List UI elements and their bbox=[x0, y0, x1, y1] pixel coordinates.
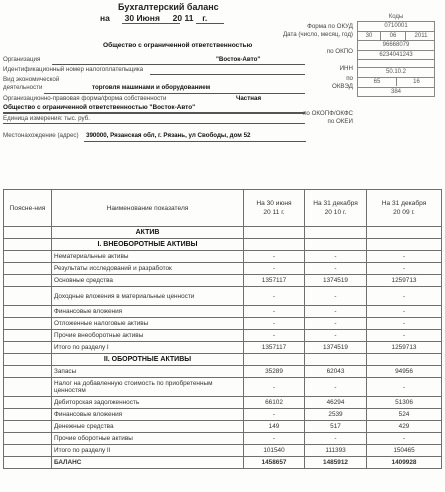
cell-period3: 1259713 bbox=[367, 342, 442, 354]
date-day: 30 Июня bbox=[124, 13, 160, 23]
row-note-cell bbox=[4, 421, 52, 433]
table-row bbox=[4, 421, 442, 433]
cell-period2: 517 bbox=[305, 421, 367, 433]
section-title: I. ВНЕОБОРОТНЫЕ АКТИВЫ bbox=[52, 239, 244, 251]
cell-period2: - bbox=[305, 287, 367, 306]
cell-period1 bbox=[244, 354, 305, 366]
cell-period1: 1357117 bbox=[244, 342, 305, 354]
col3-line1: На 31 декабря bbox=[381, 200, 427, 207]
cell-period3: 94956 bbox=[367, 366, 442, 378]
cell-period2: - bbox=[305, 318, 367, 330]
opf-value: Частная bbox=[236, 95, 262, 102]
table-section-row bbox=[4, 227, 442, 239]
date-year: 20 11 bbox=[172, 13, 194, 23]
cell-period3: - bbox=[367, 330, 442, 342]
cell-period3: - bbox=[367, 263, 442, 275]
col1-line2: 20 11 г. bbox=[263, 209, 285, 216]
cell-period3: - bbox=[367, 433, 442, 445]
cell-period1 bbox=[244, 227, 305, 239]
cell-period2: - bbox=[305, 330, 367, 342]
cell-period2: - bbox=[305, 251, 367, 263]
row-note-cell bbox=[4, 354, 52, 366]
cell-period3: - bbox=[367, 318, 442, 330]
col2-line2: 20 10 г. bbox=[324, 209, 347, 216]
cell-period1: - bbox=[244, 287, 305, 306]
row-label: Запасы bbox=[52, 366, 244, 378]
cell-period2: 111393 bbox=[305, 445, 367, 457]
row-label: Прочие внеоборотные активы bbox=[52, 330, 244, 342]
opf-full-name: Общество с ограниченной ответственностью "Восток-Авто" bbox=[3, 104, 196, 111]
cell-period3: - bbox=[367, 287, 442, 306]
inn-label-right: ИНН bbox=[339, 65, 353, 72]
cell-period2: 1374519 bbox=[305, 342, 367, 354]
cell-period3: 51306 bbox=[367, 397, 442, 409]
cell-period2: - bbox=[305, 263, 367, 275]
codes-header: Коды bbox=[388, 14, 404, 20]
cell-period3 bbox=[367, 239, 442, 251]
table-row bbox=[4, 275, 442, 287]
row-note-cell bbox=[4, 227, 52, 239]
document-title: Бухгалтерский баланс bbox=[118, 2, 219, 12]
row-label: Итого по разделу I bbox=[52, 342, 244, 354]
section-title: II. ОБОРОТНЫЕ АКТИВЫ bbox=[52, 354, 244, 366]
table-row bbox=[4, 342, 442, 354]
row-label: Итого по разделу II bbox=[52, 445, 244, 457]
col2-line1: На 31 декабря bbox=[313, 200, 358, 207]
row-label: Прочие оборотные активы bbox=[52, 433, 244, 445]
cell-period1: - bbox=[244, 409, 305, 421]
cell-period2: 62043 bbox=[305, 366, 367, 378]
cell-period1: 35289 bbox=[244, 366, 305, 378]
cell-period1: 149 bbox=[244, 421, 305, 433]
inn-code: 6234041243 bbox=[357, 50, 435, 61]
cell-period2: - bbox=[305, 378, 367, 397]
table-row bbox=[4, 366, 442, 378]
table-row bbox=[4, 397, 442, 409]
row-label: Отложенные налоговые активы bbox=[52, 318, 244, 330]
cell-period3: 429 bbox=[367, 421, 442, 433]
opf-label: Организационно-правовая форма/форма собственности bbox=[3, 95, 167, 102]
row-note-cell bbox=[4, 318, 52, 330]
cell-period2 bbox=[305, 227, 367, 239]
cell-period2: 46294 bbox=[305, 397, 367, 409]
cell-period1: 101540 bbox=[244, 445, 305, 457]
row-label: Дебиторская задолженность bbox=[52, 397, 244, 409]
cell-period3: 150465 bbox=[367, 445, 442, 457]
cell-period3 bbox=[367, 354, 442, 366]
cell-period1: - bbox=[244, 263, 305, 275]
okei-label: по ОКЕИ bbox=[327, 118, 353, 125]
col-header-period2 bbox=[305, 190, 367, 227]
cell-period2: 2539 bbox=[305, 409, 367, 421]
cell-period2: 1485912 bbox=[305, 457, 367, 469]
row-label: Доходные вложения в материальные ценности bbox=[52, 287, 244, 306]
okved-label: ОКВЭД bbox=[332, 83, 353, 90]
activity-label-1: Вид экономической bbox=[3, 76, 60, 83]
inn-label: Идентификационный номер налогоплательщика bbox=[3, 66, 144, 73]
row-note-cell bbox=[4, 378, 52, 397]
date-code-year: 2011 bbox=[414, 32, 428, 39]
cell-period2 bbox=[305, 354, 367, 366]
okopf-value: 65 bbox=[358, 78, 397, 87]
date-g: г. bbox=[202, 13, 208, 23]
table-row bbox=[4, 378, 442, 397]
row-note-cell bbox=[4, 445, 52, 457]
cell-period2 bbox=[305, 239, 367, 251]
row-note-cell bbox=[4, 306, 52, 318]
address-value: 390000, Рязанская обл, г. Рязань, ул Свободы, дом 52 bbox=[86, 132, 251, 139]
row-label: Налог на добавленную стоимость по приобретенным ценностям bbox=[52, 378, 244, 397]
row-note-cell bbox=[4, 366, 52, 378]
cell-period3: 1409928 bbox=[367, 457, 442, 469]
cell-period1: - bbox=[244, 251, 305, 263]
row-note-cell bbox=[4, 397, 52, 409]
activity-value: торговля машинами и оборудованием bbox=[92, 84, 211, 91]
col3-line2: 20 09 г. bbox=[393, 209, 415, 216]
table-section-row bbox=[4, 239, 442, 251]
date-code-day: 30 bbox=[358, 32, 381, 41]
cell-period3: - bbox=[367, 378, 442, 397]
cell-period3: 524 bbox=[367, 409, 442, 421]
okei-code: 384 bbox=[357, 87, 435, 98]
date-code-month: 06 bbox=[381, 32, 406, 41]
okpo-label: по ОКПО bbox=[326, 48, 353, 55]
cell-period1: 1357117 bbox=[244, 275, 305, 287]
row-label: Результаты исследований и разработок bbox=[52, 263, 244, 275]
table-header-row bbox=[4, 190, 442, 227]
row-note-cell bbox=[4, 330, 52, 342]
table-row bbox=[4, 457, 442, 469]
col-header-period1 bbox=[244, 190, 305, 227]
cell-period1: - bbox=[244, 433, 305, 445]
balance-table bbox=[3, 189, 442, 469]
col-header-name: Наименование показателя bbox=[52, 190, 244, 227]
row-note-cell bbox=[4, 457, 52, 469]
row-note-cell bbox=[4, 342, 52, 354]
table-row bbox=[4, 409, 442, 421]
org-label: Организация bbox=[3, 56, 41, 63]
date-label: Дата (число, месяц, год) bbox=[282, 31, 353, 38]
row-note-cell bbox=[4, 251, 52, 263]
okopf-label: по ОКОПФ/ОКФС bbox=[303, 110, 353, 117]
cell-period1: - bbox=[244, 318, 305, 330]
table-row bbox=[4, 433, 442, 445]
table-row bbox=[4, 263, 442, 275]
okved-code: 50.10.2 bbox=[357, 67, 435, 78]
cell-period2: 1374519 bbox=[305, 275, 367, 287]
row-label: Денежные средства bbox=[52, 421, 244, 433]
cell-period1: - bbox=[244, 306, 305, 318]
cell-period1: - bbox=[244, 330, 305, 342]
okfs-value: 16 bbox=[413, 78, 420, 85]
okved-prefix: по bbox=[346, 75, 353, 82]
cell-period1 bbox=[244, 239, 305, 251]
okpo-code: 96668079 bbox=[357, 40, 435, 51]
cell-period2: - bbox=[305, 433, 367, 445]
row-note-cell bbox=[4, 275, 52, 287]
table-row bbox=[4, 287, 442, 306]
row-note-cell bbox=[4, 263, 52, 275]
cell-period3: - bbox=[367, 251, 442, 263]
table-row bbox=[4, 251, 442, 263]
row-note-cell bbox=[4, 287, 52, 306]
okud-code: 0710001 bbox=[357, 21, 435, 32]
section-title: АКТИВ bbox=[52, 227, 244, 239]
cell-period1: 1458657 bbox=[244, 457, 305, 469]
org-form-line: Общество с ограниченной ответственностью bbox=[103, 42, 253, 49]
cell-period1: 66102 bbox=[244, 397, 305, 409]
cell-period3 bbox=[367, 227, 442, 239]
table-row bbox=[4, 306, 442, 318]
table-row bbox=[4, 330, 442, 342]
date-line bbox=[100, 13, 207, 23]
col-header-note: Поясне-ния bbox=[4, 190, 52, 227]
date-prefix: на bbox=[100, 13, 110, 23]
col1-line1: На 30 июня bbox=[256, 200, 292, 207]
row-label: Финансовые вложения bbox=[52, 409, 244, 421]
table-section-row bbox=[4, 354, 442, 366]
row-label: БАЛАНС bbox=[52, 457, 244, 469]
row-label: Нематериальные активы bbox=[52, 251, 244, 263]
row-note-cell bbox=[4, 409, 52, 421]
activity-label-2: деятельности bbox=[3, 84, 43, 91]
cell-period1: - bbox=[244, 378, 305, 397]
address-label: Местонахождение (адрес) bbox=[3, 132, 79, 139]
table-row bbox=[4, 445, 442, 457]
row-label: Основные средства bbox=[52, 275, 244, 287]
okud-label: Форма по ОКУД bbox=[307, 23, 353, 30]
row-label: Финансовые вложения bbox=[52, 306, 244, 318]
row-note-cell bbox=[4, 239, 52, 251]
row-note-cell bbox=[4, 433, 52, 445]
col-header-period3 bbox=[367, 190, 442, 227]
unit-label: Единица измерения: тыс. руб. bbox=[3, 115, 90, 122]
cell-period2: - bbox=[305, 306, 367, 318]
table-row bbox=[4, 318, 442, 330]
cell-period3: - bbox=[367, 306, 442, 318]
codes-box bbox=[357, 14, 435, 97]
cell-period3: 1259713 bbox=[367, 275, 442, 287]
org-name: "Восток-Авто" bbox=[216, 56, 261, 63]
